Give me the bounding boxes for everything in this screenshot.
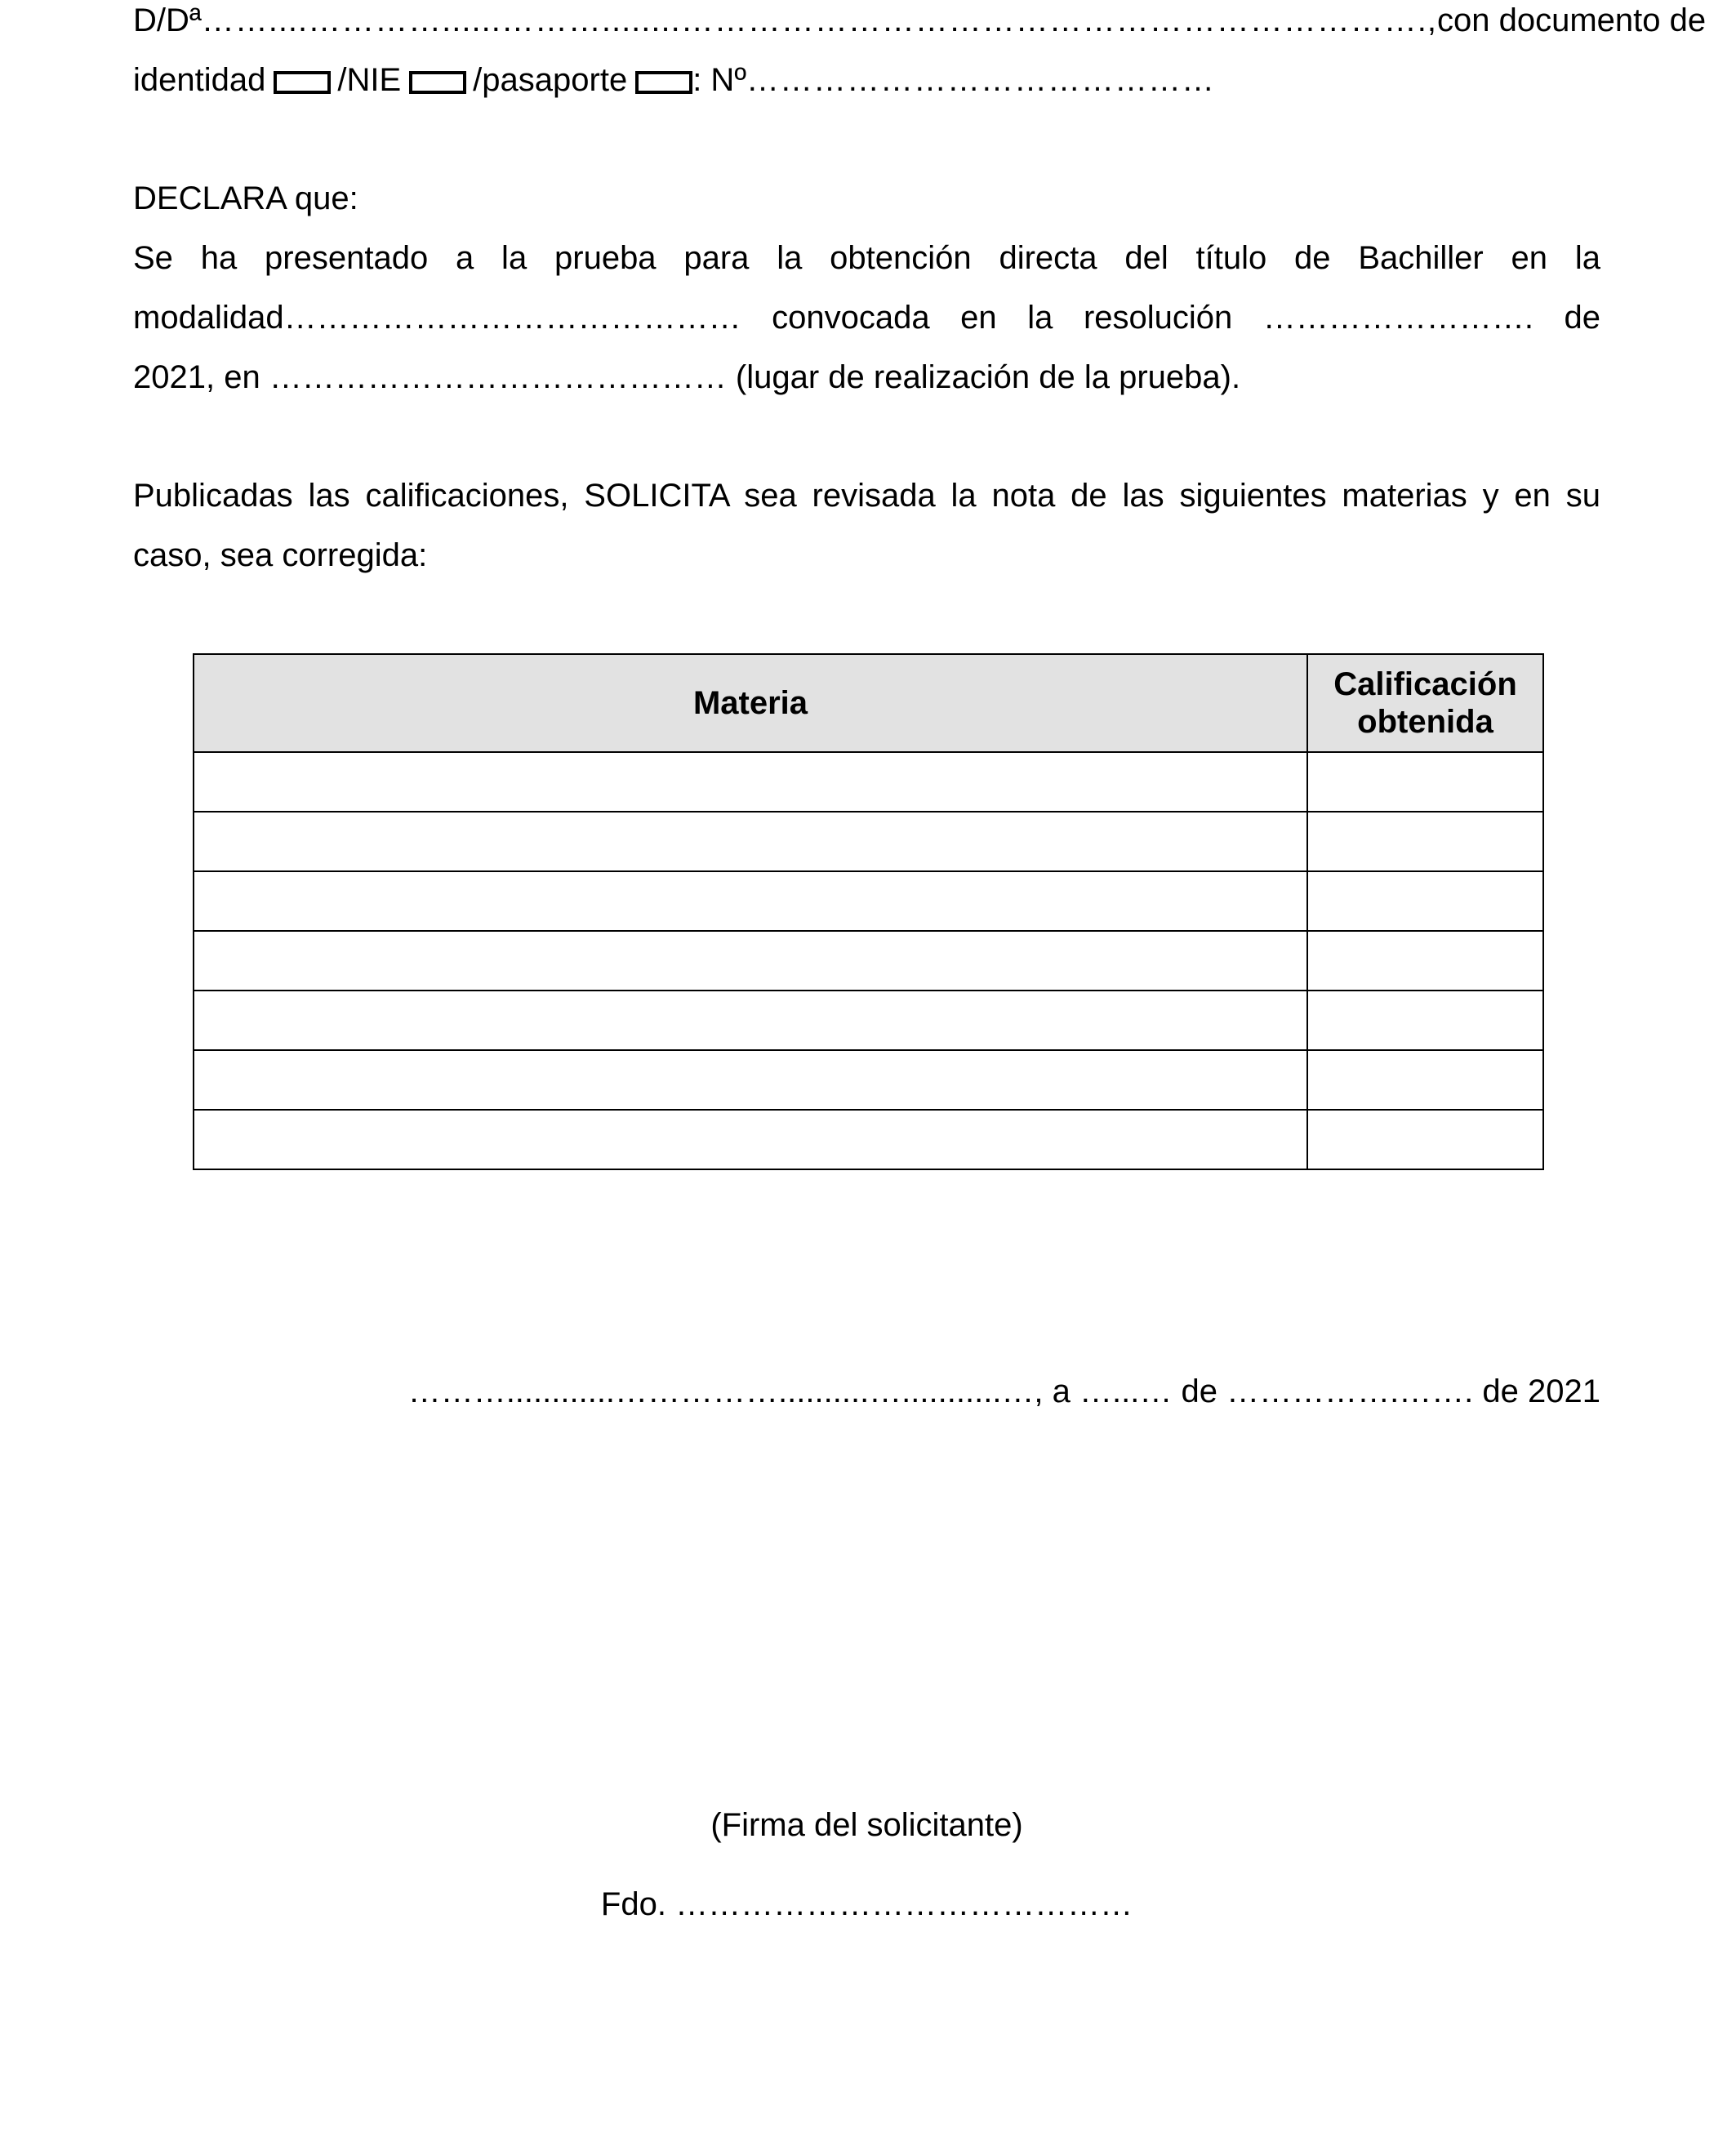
pasaporte-label: /pasaporte <box>473 62 628 98</box>
pasaporte-checkbox[interactable] <box>635 71 692 94</box>
calificacion-header-line-2: obtenida <box>1357 704 1493 740</box>
declara-line-2: modalidad…………………………………… convocada en la resolución ……………………. de <box>133 300 1600 336</box>
document-type-line <box>133 51 1600 110</box>
materia-cell[interactable] <box>194 1110 1307 1169</box>
subjects-table <box>193 653 1544 1170</box>
applicant-name-line <box>133 0 1707 51</box>
materia-header: Materia <box>194 654 1307 752</box>
solicita-line-2: caso, sea corregida: <box>133 537 428 573</box>
table-row <box>194 1110 1543 1169</box>
place-date-line[interactable]: ………............……………..........…...........…, a …...… de …………….……. de 2021 <box>407 1373 1600 1409</box>
materia-cell[interactable] <box>194 812 1307 871</box>
numero-blank[interactable]: …………………………………… <box>746 62 1215 98</box>
table-row <box>194 812 1543 871</box>
numero-label: : Nº <box>692 62 746 98</box>
calificacion-cell[interactable] <box>1307 931 1543 991</box>
applicant-title-label: D/Dª <box>133 2 202 38</box>
materia-cell[interactable] <box>194 1050 1307 1110</box>
materia-cell[interactable] <box>194 871 1307 931</box>
declara-line-3: 2021, en …………………………………… (lugar de realización de la prueba). <box>133 359 1241 395</box>
declara-line-1: Se ha presentado a la prueba para la obtención directa del título de Bachiller en la <box>133 240 1600 276</box>
table-row <box>194 991 1543 1050</box>
signed-by-line[interactable]: Fdo. …………………………………… <box>600 1886 1133 1922</box>
nie-label: /NIE <box>337 62 402 98</box>
calificacion-cell[interactable] <box>1307 752 1543 812</box>
calificacion-cell[interactable] <box>1307 871 1543 931</box>
materia-cell[interactable] <box>194 752 1307 812</box>
applicant-name-blank[interactable]: ……....…………......………........…………………………………………………………., <box>201 2 1437 38</box>
calificacion-cell[interactable] <box>1307 812 1543 871</box>
table-header-row <box>194 654 1543 752</box>
table-row <box>194 931 1543 991</box>
nie-checkbox[interactable] <box>409 71 466 94</box>
table-row <box>194 752 1543 812</box>
table-row <box>194 871 1543 931</box>
declara-paragraph <box>133 169 1600 407</box>
identidad-label: identidad <box>133 62 266 98</box>
calificacion-cell[interactable] <box>1307 1110 1543 1169</box>
identidad-checkbox[interactable] <box>274 71 331 94</box>
table-row <box>194 1050 1543 1110</box>
solicita-paragraph <box>133 466 1600 585</box>
document-label: con documento de <box>1436 2 1707 38</box>
calificacion-header-line-1: Calificación <box>1333 666 1517 702</box>
materia-cell[interactable] <box>194 991 1307 1050</box>
applicant-identification-paragraph <box>133 0 1707 110</box>
materia-cell[interactable] <box>194 931 1307 991</box>
calificacion-header <box>1307 654 1543 752</box>
calificacion-cell[interactable] <box>1307 991 1543 1050</box>
solicita-line-1: Publicadas las calificaciones, SOLICITA sea revisada la nota de las siguientes materias y en su <box>133 478 1600 514</box>
calificacion-cell[interactable] <box>1307 1050 1543 1110</box>
declara-heading: DECLARA que: <box>133 180 358 216</box>
signature-caption: (Firma del solicitante) <box>710 1807 1023 1843</box>
